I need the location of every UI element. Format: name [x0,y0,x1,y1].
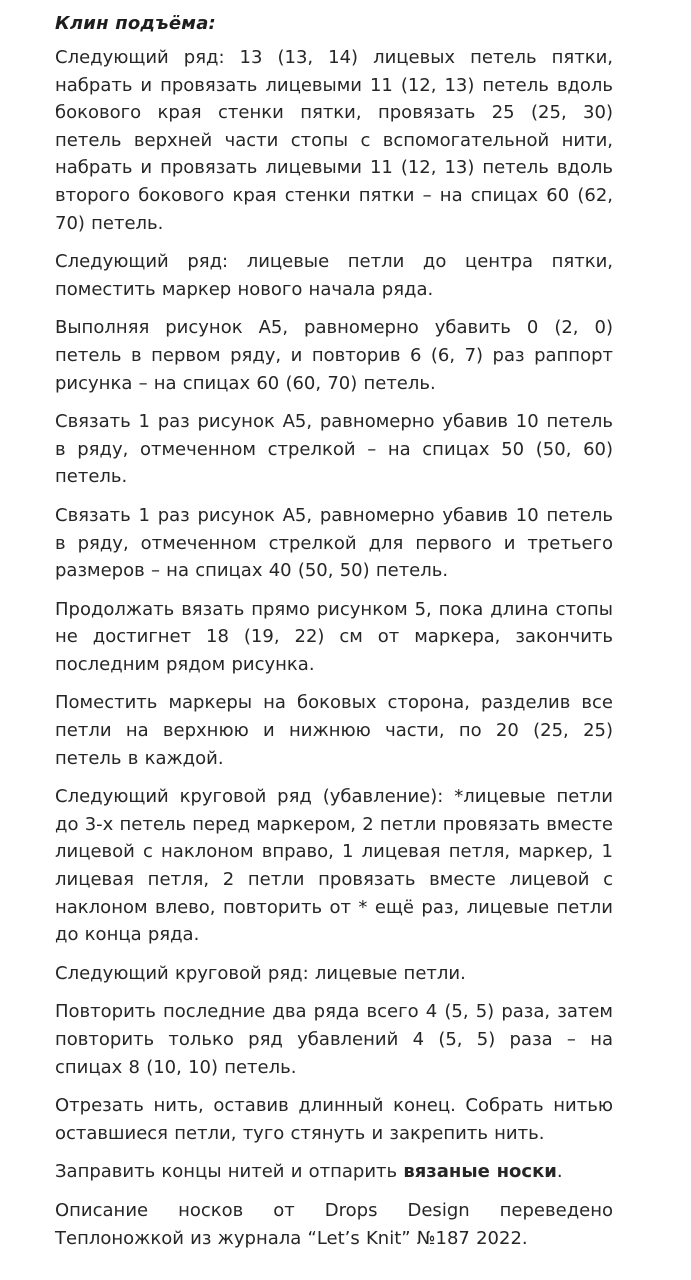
section-heading: Клин подъёма: [55,13,216,34]
closing-paragraph [55,1158,613,1186]
paragraph: Выполняя рисунок А5, равномерно убавить 0 (2, 0) петель в первом ряду, и повторив 6 (6, 7) раз раппорт рисунка – на спицах 60 (60, 70) петель. [55,317,613,394]
credit-paragraph: Описание носков от Drops Design переведено Теплоножкой из журнала “Let’s Knit” №187 2022. [55,1199,613,1249]
paragraph: Повторить последние два ряда всего 4 (5, 5) раза, затем повторить только ряд убавлений 4 (5, 5) раза – на спицах 8 (10, 10) петель. [55,1001,613,1078]
paragraph: Следующий круговой ряд (убавление): *лицевые петли до 3-х петель перед маркером, 2 петли провязать вместе лицевой с наклоном вправо, 1 лицевая петля, маркер, 1 лицевая петля, 2 петли провязать вместе лицевой с наклоном влево, повторить от * ещё раз, лицевые петли до конца ряда. [55,786,613,946]
paragraph: Следующий круговой ряд: лицевые петли. [55,962,466,984]
document-content [55,10,613,1263]
paragraph: Следующий ряд: лицевые петли до центра пятки, поместить маркер нового начала ряда. [55,251,613,300]
paragraph: Продолжать вязать прямо рисунком 5, пока длина стопы не достигнет 18 (19, 22) см от маркера, закончить последним рядом рисунка. [55,598,613,675]
closing-prefix: Заправить концы нитей и отпарить [55,1161,404,1183]
closing-suffix: . [556,1161,563,1183]
paragraph: Отрезать нить, оставив длинный конец. Собрать нитью оставшиеся петли, туго стянуть и закрепить нить. [55,1095,613,1144]
paragraph: Связать 1 раз рисунок А5, равномерно убавив 10 петель в ряду, отмеченном стрелкой – на спицах 50 (50, 60) петель. [55,411,613,488]
paragraph: Следующий ряд: 13 (13, 14) лицевых петель пятки, набрать и провязать лицевыми 11 (12, 13) петель вдоль бокового края стенки пятки, провязать 25 (25, 30) петель верхней части стопы с вспомогательной нити, набрать и провязать лицевыми 11 (12, 13) петель вдоль второго бокового края стенки пятки – на спицах 60 (62, 70) петель. [55,47,613,234]
paragraph: Поместить маркеры на боковых сторона, разделив все петли на верхнюю и нижнюю части, по 20 (25, 25) петель в каждой. [55,692,613,769]
closing-bold-text: вязаные носки [403,1161,557,1183]
paragraph: Связать 1 раз рисунок А5, равномерно убавив 10 петель в ряду, отмеченном стрелкой для первого и третьего размеров – на спицах 40 (50, 50) петель. [55,504,613,582]
